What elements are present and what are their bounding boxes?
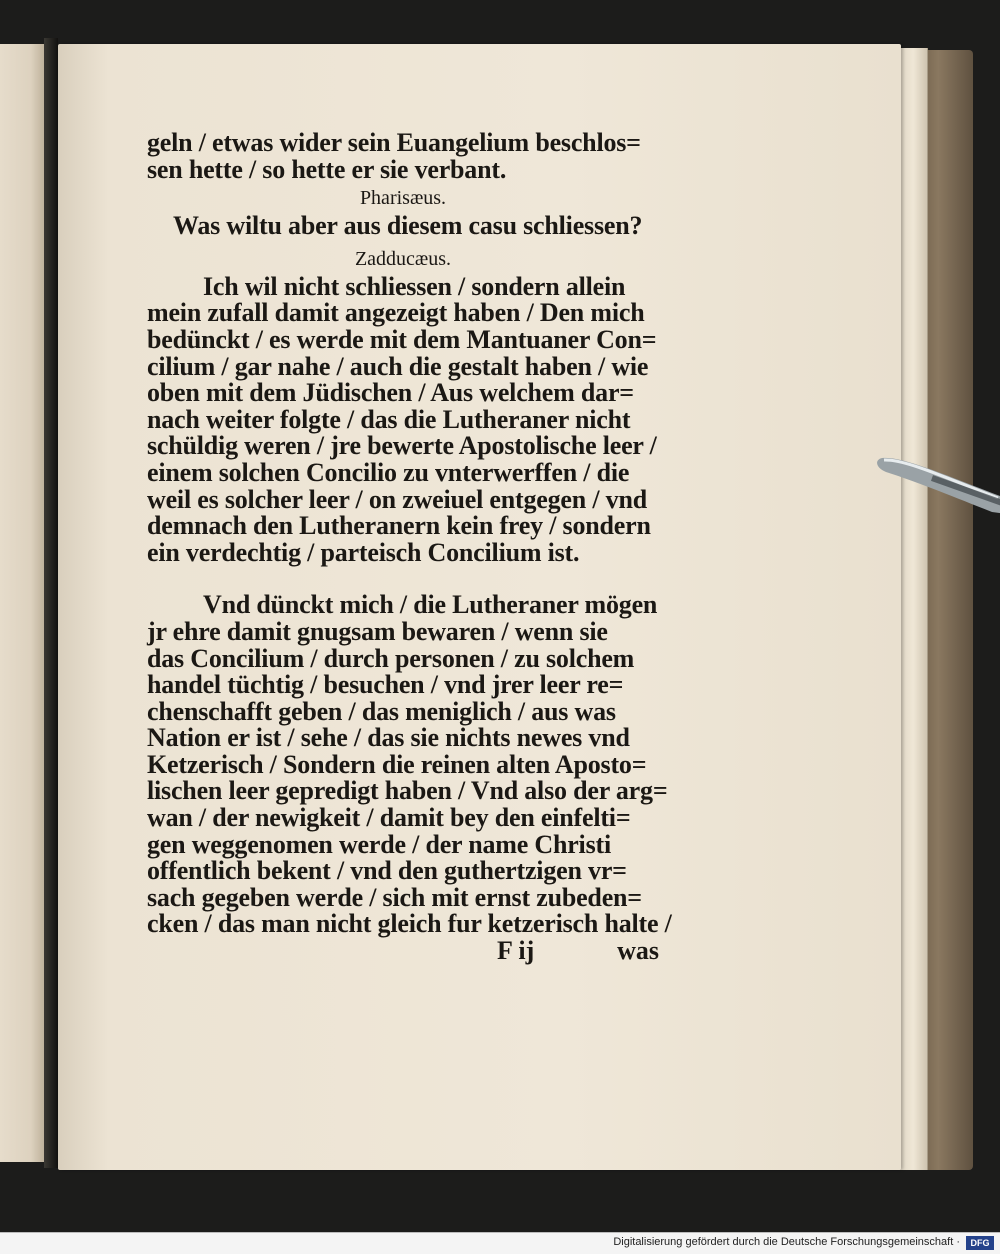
text-line: jr ehre damit gnugsam bewaren / wenn sie <box>147 616 608 646</box>
book-gutter <box>44 38 58 1168</box>
text-line: demnach den Lutheranern kein frey / sondern <box>147 511 651 541</box>
dfg-logo: DFG <box>966 1236 994 1250</box>
text-line: Was wiltu aber aus diesem casu schliessen? <box>173 211 643 241</box>
speaker-heading-zadducaeus: Zadducæus. <box>354 247 452 270</box>
text-line: weil es solcher leer / on zweiuel entgegen / vnd <box>147 484 647 514</box>
text-line: Ich wil nicht schliessen / sondern allein <box>203 271 626 301</box>
catchword: was <box>617 936 659 966</box>
text-line: wan / der newigkeit / damit bey den einfelti= <box>147 803 631 833</box>
text-line: mein zufall damit angezeigt haben / Den mich <box>147 298 645 328</box>
text-line: chenschafft geben / das meniglich / aus was <box>147 696 616 726</box>
text-line: sach gegeben werde / sich mit ernst zubeden= <box>147 882 642 912</box>
text-line: geln / etwas wider sein Euangelium beschlos= <box>147 128 641 157</box>
footer-credit: Digitalisierung gefördert durch die Deutsche Forschungsgemeinschaft · <box>613 1236 960 1248</box>
text-line: gen weggenomen werde / der name Christi <box>147 829 611 859</box>
text-line: das Concilium / durch personen / zu solchem <box>147 643 635 673</box>
paragraph-1 <box>147 130 659 183</box>
text-line: cilium / gar nahe / auch die gestalt haben / wie <box>147 351 649 381</box>
paragraph-gap <box>147 566 659 592</box>
text-line: nach weiter folgte / das die Lutheraner nicht <box>147 404 631 434</box>
text-line: schüldig weren / jre bewerte Apostolische leer / <box>147 431 657 461</box>
paragraph-4 <box>147 590 672 939</box>
text-line: Vnd dünckt mich / die Lutheraner mögen <box>203 590 658 620</box>
paragraph-3 <box>147 271 659 567</box>
text-line: sen hette / so hette er sie verbant. <box>147 154 507 184</box>
text-line: offentlich bekent / vnd den guthertzigen vr= <box>147 856 627 886</box>
text-line: Ketzerisch / Sondern die reinen alten Aposto= <box>147 749 647 779</box>
text-line: Nation er ist / sehe / das sie nichts newes vnd <box>147 723 630 753</box>
text-line: handel tüchtig / besuchen / vnd jrer leer re= <box>147 670 624 700</box>
paragraph-2 <box>147 213 659 240</box>
text-line: ein verdechtig / parteisch Concilium ist. <box>147 537 580 567</box>
text-line: einem solchen Concilio zu vnterwerffen / die <box>147 457 630 487</box>
text-line: oben mit dem Jüdischen / Aus welchem dar= <box>147 378 634 408</box>
signature-mark: F ij <box>497 936 535 966</box>
pen-pointer-icon <box>872 452 1000 516</box>
speaker-heading-pharisaeus: Pharisæus. <box>359 187 447 210</box>
text-line: cken / das man nicht gleich fur ketzerisch halte / <box>147 909 672 939</box>
text-line: bedünckt / es werde mit dem Mantuaner Con= <box>147 324 657 354</box>
text-line: lischen leer gepredigt haben / Vnd also der arg= <box>147 776 668 806</box>
left-facing-page <box>0 44 44 1162</box>
signature-line <box>147 938 659 964</box>
footer-bar <box>0 1232 1000 1254</box>
page-text <box>147 128 672 966</box>
